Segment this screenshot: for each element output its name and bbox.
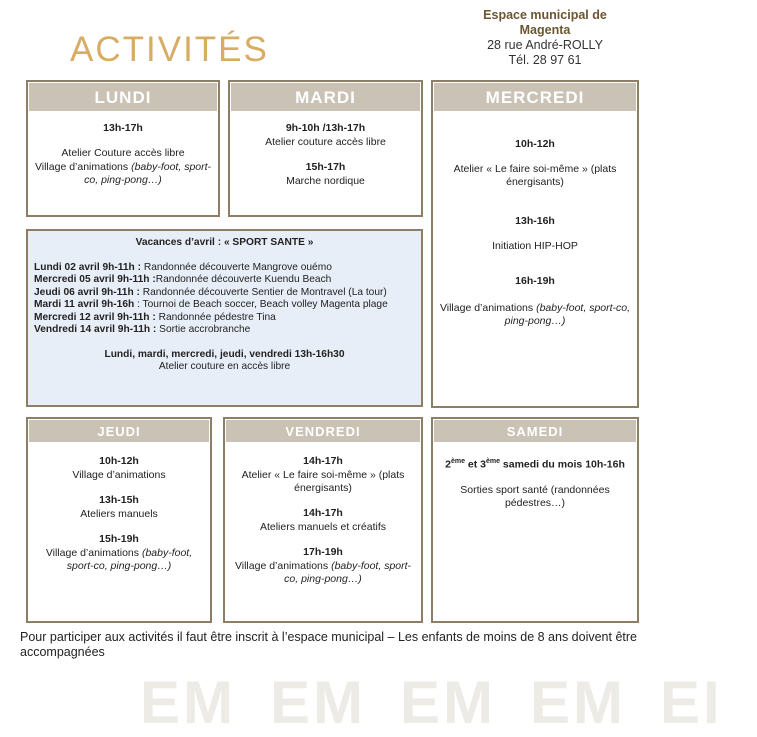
entry-description: Sorties sport santé (randonnées pédestres…): [460, 483, 610, 509]
watermark: [140, 668, 723, 736]
entry-time: 14h-17h: [303, 507, 343, 519]
watermark-text: EI: [660, 669, 723, 736]
vacances-item: Jeudi 06 avril 9h-11h : Randonnée découverte Sentier de Montravel (La tour): [34, 286, 387, 298]
vacances-item: Lundi 02 avril 9h-11h : Randonnée découverte Mangrove ouémo: [34, 261, 332, 273]
day-title-mardi: MARDI: [231, 83, 420, 111]
day-box-vendredi: [223, 417, 423, 623]
day-box-lundi: [26, 80, 220, 217]
page-title: ACTIVITÉS: [70, 30, 269, 69]
entry-time: 10h-12h: [99, 455, 139, 467]
entry-description: Initiation HIP-HOP: [492, 240, 578, 252]
samedi-schedule: 2ème et 3ème samedi du mois 10h-16h: [445, 458, 625, 471]
day-title-samedi: SAMEDI: [434, 420, 636, 442]
vacances-item: Mercredi 05 avril 9h-11h :Randonnée découverte Kuendu Beach: [34, 274, 332, 285]
entry-description: Atelier « Le faire soi-même » (plats énergisants): [453, 163, 617, 188]
vacances-item: Mercredi 12 avril 9h-11h : Randonnée pédestre Tina: [34, 311, 276, 323]
vacances-item: Vendredi 14 avril 9h-11h : Sortie accrobranche: [34, 324, 251, 335]
entry-description: Ateliers manuels: [80, 508, 158, 520]
day-title-vendredi: VENDREDI: [226, 420, 420, 442]
day-box-mardi: [228, 80, 423, 217]
entry-description: Atelier couture accès libre: [265, 136, 386, 148]
day-title-jeudi: JEUDI: [29, 420, 209, 442]
day-box-samedi: [431, 417, 639, 623]
entry-time: 13h-15h: [99, 494, 139, 506]
watermark-text: EM: [270, 669, 366, 736]
vacances-box: [26, 229, 423, 407]
entry-description: Atelier Couture accès libre: [61, 147, 185, 159]
entry-time: 17h-19h: [303, 546, 343, 558]
vacances-title: Vacances d’avril : « SPORT SANTE »: [135, 237, 314, 248]
entry-detail: Village d’animations (baby-foot, sport-co, ping-pong…): [34, 161, 212, 186]
vacances-item: Mardi 11 avril 9h-16h : Tournoi de Beach soccer, Beach volley Magenta plage: [34, 299, 388, 310]
entry-description: Marche nordique: [286, 175, 365, 187]
entry-time: 13h-16h: [515, 215, 555, 227]
venue-address: 28 rue André-ROLLY: [487, 38, 603, 52]
entry-time: 13h-17h: [103, 122, 143, 134]
venue-phone: Tél. 28 97 61: [508, 53, 582, 67]
venue-info: [470, 8, 620, 68]
day-title-lundi: LUNDI: [29, 83, 217, 111]
entry-description: Atelier « Le faire soi-même » (plats énergisants): [241, 469, 405, 494]
watermark-text: EM: [400, 669, 496, 736]
entry-time: 16h-19h: [515, 275, 555, 287]
watermark-text: EM: [140, 669, 236, 736]
entry-time: 10h-12h: [515, 138, 555, 150]
day-title-mercredi: MERCREDI: [434, 83, 636, 111]
entry-description: Village d’animations: [72, 469, 166, 481]
entry-time: 15h-17h: [305, 161, 346, 173]
vacances-footer: [34, 349, 415, 374]
day-box-mercredi: [431, 80, 639, 408]
day-box-jeudi: [26, 417, 212, 623]
watermark-text: EM: [530, 669, 626, 736]
entry-detail: Village d’animations (baby-foot, sport-co, ping-pong…): [439, 302, 631, 327]
vacances-footer-time: Lundi, mardi, mercredi, jeudi, vendredi 13h-16h30: [104, 348, 345, 360]
entry-description: Ateliers manuels et créatifs: [259, 521, 387, 533]
entry-detail: Village d’animations (baby-foot, sport-co, ping-pong…): [234, 560, 412, 585]
entry-time: 9h-10h /13h-17h: [285, 122, 366, 134]
venue-name: Espace municipal de Magenta: [483, 8, 607, 37]
entry-detail: Village d’animations (baby-foot, sport-co, ping-pong…): [45, 547, 193, 572]
vacances-footer-desc: Atelier couture en accès libre: [158, 361, 291, 372]
registration-note: Pour participer aux activités il faut être inscrit à l’espace municipal – Les enfants de moins de 8 ans doivent être accompagnées: [20, 630, 637, 659]
entry-time: 15h-19h: [99, 533, 139, 545]
entry-time: 14h-17h: [303, 455, 343, 467]
